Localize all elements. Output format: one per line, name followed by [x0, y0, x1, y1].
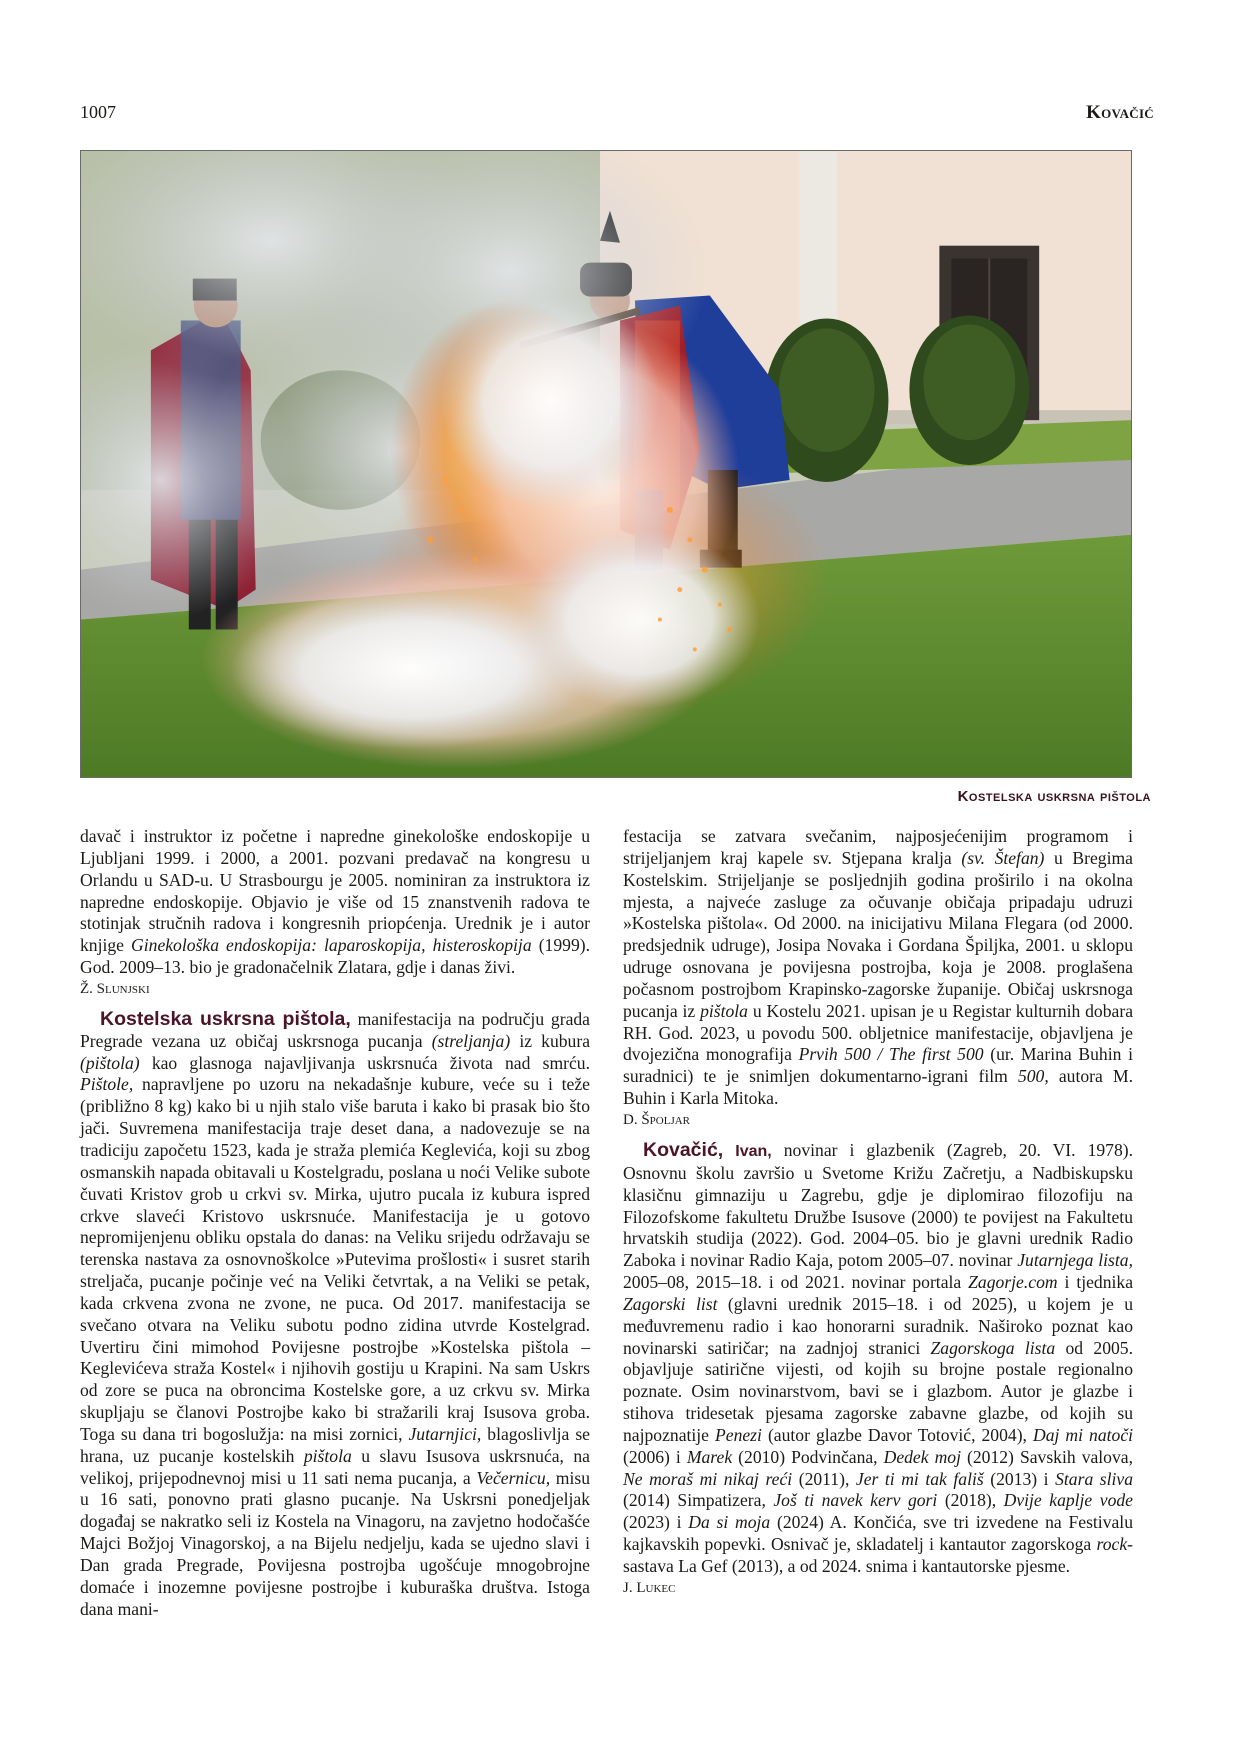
entry-author: D. Špoljar — [623, 1111, 691, 1128]
italic-run: Penezi — [715, 1424, 762, 1445]
text-run: novinar i glazbenik (Zagreb, 20. VI. 1978). Osnovnu školu završio u Svetome Križu Začretju, a Nadbiskupsku klasičnu gimnaziju u Zagrebu, gdje je diplomirao filozofiju na Filozofskome fakultetu Družbe Isusove (2000) te povijest na Fakultetu hrvatskih studija (2022). God. 2004–05. bio je glavni urednik Radio Zaboka i novinar Radio Kaja, potom 2005–07. novinar — [623, 1139, 1134, 1271]
text-run: davač i instruktor iz početne i napredne ginekološke endoskopije u Ljubljani 1999. i 2000, a 2001. pozvani predavač na kongresu u Orlandu u SAD-u. U Strasbourgu je 2005. nominiran za instruktora iz napredne endoskopije. Objavio je više od 15 znanstvenih radova te stotinjak stručnih radova i kongresnih priopćenja. Urednik je i autor knjige — [80, 826, 590, 956]
text-run: blagoslivlja se hrana, uz pucanje kostelskih — [80, 1423, 590, 1466]
italic-run: Zagorskoga lista — [930, 1337, 1056, 1358]
italic-run: Jutarnjega lista, — [1017, 1250, 1133, 1271]
headword: Kostelska uskrsna pištola, — [100, 1007, 351, 1030]
text-run: iz kubura — [510, 1030, 591, 1051]
italic-run: Daj mi natoči — [1033, 1424, 1134, 1445]
text-run: napravljene po uzoru na nekadašnje kubure, veće su i teže (približno 8 kg) kako bi u njih stalo više baruta i kako bi prasak bio što jači. Suvremena manifestacija traje deset dana, a nadovezuje se na tradiciju započetu 1523, kada je straža plemića Keglevića, koji su zbog osmanskih napada obitavali u Kostelgradu, poslana u noći Velike subote čuvati Kristov grob u crkvi sv. Mirka, ujutro pucala iz kubura ispred crkve slaveći Kristovo uskrsnuće. Manifestacija je u gotovo nepromijenjenu obliku opstala do danas: na Veliku srijedu održavaju se terenska nastava za osnovnoškolce »Putevima prošlosti« i susret starih streljača, pucanje počinje već na Veliki četvrtak, a na Veliki se petak, kada crkvena zvona ne zvone, ne puca. Od 2017. manifestacija se svečano otvara na Veliku subotu podno zidina utvrde Kostelgrad. Uvertiru čini mimohod Povijesne postrojbe »Kostelska pištola – Keglevićeva straža Kostel« i njihovih gostiju u Krapini. Na sam Uskrs od zore se puca na obroncima Kostelske gore, a uz crkvu sv. Mirka skupljaju se članovi Postrojbe kako bi stražarili kraj Isusova groba. Toga su dana tri bogoslužja: na misi zornici, — [80, 1074, 590, 1444]
right-column — [623, 826, 1133, 1608]
entry-kovacic-ivan — [623, 1140, 1133, 1598]
italic-run: Dedek moj — [883, 1446, 961, 1467]
text-run: i tjednika — [1057, 1272, 1134, 1293]
continuation-paragraph — [623, 826, 1133, 1110]
text-run: (2024) A. Končića, sve tri izvedene na Festivalu kajkavskih popevki. Osnivač je, skladatelj i kantautor zagorskoga — [623, 1512, 1133, 1555]
italic-run: Jutarnjici, — [408, 1423, 482, 1444]
text-run: (2010) Podvinčana, — [732, 1446, 884, 1467]
italic-run: Da si moja — [688, 1512, 771, 1533]
italic-run: Dvije kaplje vode — [1003, 1490, 1133, 1511]
text-run: kao glasnoga najavljivanja uskrsnuća života nad smrću. — [139, 1052, 590, 1073]
text-run: (2013) i — [983, 1468, 1056, 1489]
page-number: 1007 — [80, 102, 116, 122]
continuation-paragraph — [80, 826, 590, 979]
text-run: (2012) Savskih valova, — [960, 1446, 1133, 1467]
book-title: Ginekološka endoskopija: laparoskopija, histeroskopija — [131, 935, 532, 956]
italic-run: Zagorski list — [623, 1293, 718, 1314]
text-run: u slavu Isusova uskrsnuća, na velikoj, prijepodnevnoj misi u 11 sati nema pucanja, a — [80, 1445, 590, 1488]
italic-run: Večernicu, — [476, 1467, 551, 1488]
text-run: (2014) Simpatizera, — [623, 1490, 774, 1511]
text-run: -sastava La Gef (2013), a od 2024. snima i kantautorske pjesme. — [623, 1534, 1133, 1576]
text-run: (autor glazbe Davor Totović, 2004), — [761, 1424, 1033, 1445]
entry-author: J. Lukec — [623, 1579, 676, 1596]
italic-run: Stara sliva — [1055, 1468, 1134, 1489]
text-run: (2018), — [937, 1490, 1004, 1511]
italic-run: (streljanja) — [431, 1030, 511, 1051]
previous-entry-continuation — [80, 826, 590, 999]
text-run: (2023) i — [623, 1512, 689, 1533]
text-run: (1999). God. 2009–13. bio je gradonačelnik Zlatara, gdje i danas živi. — [80, 935, 590, 978]
text-run: od 2005. objavljuje satirične vijesti, od kojih su brojne postale regionalno poznate. Osim novinarstvom, bavi se i glazbom. Autor je glazbe i stihova tridesetak pjesama zagorske zabavne glazbe, od kojih su najpoznatije — [623, 1337, 1133, 1445]
italic-run: pištola — [303, 1445, 352, 1466]
italic-run: Jer ti mi tak fališ — [855, 1468, 984, 1489]
italic-run: Ne moraš mi nikaj reći — [623, 1468, 793, 1489]
italic-run: Još ti navek kerv gori — [773, 1490, 938, 1511]
left-column — [80, 826, 590, 1621]
entry-kostelska-uskrsna-pistola — [80, 1009, 590, 1621]
photo-caption: Kostelska uskrsna pištola — [957, 788, 1151, 805]
kostelska-continuation — [623, 826, 1133, 1130]
headword: Kovačić, — [643, 1138, 724, 1161]
entry-paragraph — [80, 1009, 590, 1621]
italic-run: Pištole, — [80, 1074, 134, 1095]
headword-given-name: Ivan, — [723, 1142, 772, 1160]
italic-run: Marek — [686, 1446, 733, 1467]
entry-author: Ž. Slunjski — [80, 980, 150, 997]
text-run: autora M. Buhin i Karla Mitoka. — [623, 1066, 1133, 1109]
text-run: (ur. Marina Buhin i suradnici) te je snimljen dokumentarno-igrani film — [623, 1044, 1133, 1087]
italic-run: rock — [1096, 1534, 1128, 1555]
italic-run: (sv. Štefan) — [961, 847, 1045, 868]
italic-run: Prvih 500 / The first 500 — [798, 1044, 984, 1065]
photo-illustration — [81, 151, 1131, 777]
text-run: manifestacija na području grada Pregrade vezana uz običaj uskrsnoga pucanja — [80, 1008, 590, 1051]
text-run: u Kostelu 2021. upisan je u Registar kulturnih dobara RH. God. 2023, u povodu 500. obljetnice manifestacije, objavljena je dvojezična monografija — [623, 1000, 1134, 1065]
text-run: (2011), — [792, 1468, 856, 1489]
text-run: (2006) i — [623, 1446, 687, 1467]
italic-run: (pištola) — [80, 1052, 140, 1073]
text-run: festacija se zatvara svečanim, najposjećenijim programom i strijeljanjem kraj kapele sv. Stjepana kralja — [623, 826, 1133, 868]
italic-run: Zagorje.com — [968, 1272, 1058, 1293]
italic-run: 500, — [1017, 1066, 1049, 1087]
text-run: misu u 16 sati, ponovno prati glasno pucanje. Na Uskrsni ponedjeljak događaj se nakratko seli iz Kostela na Vinagoru, na zavjetno hodočašće Majci Božjoj Vinagorskoj, a na Bijelu nedjelju, kada se ujedno slavi i Dan grada Pregrade, Povijesna postrojba ugošćuje mnogobrojne domaće i inozemne povijesne postrojbe i kuburaška društva. Istoga dana mani- — [80, 1467, 590, 1619]
text-run: u Bregima Kostelskim. Strijeljanje se posljednjih godina proširilo i na okolna mjesta, a najveće zasluge za očuvanje običaja pripadaju udruzi »Kostelska pištola«. Od 2000. na inicijativu Milana Flegara (od 2000. predsjednik udruge), Josipa Novaka i Gordana Špiljka, 2001. u sklopu udruge osnovana je povijesna postrojba, koja je 2008. proglašena počasnom postrojbom Krapinsko-zagorske županije. Običaj uskrsnoga pucanja iz — [623, 847, 1133, 1021]
text-run: (glavni urednik 2015–18. i od 2025), u kojem je u međuvremenu radio i kao honorarni suradnik. Naširoko poznat kao novinarski satiričar; na zadnjoj stranici — [623, 1293, 1134, 1358]
entry-paragraph — [623, 1140, 1133, 1578]
italic-run: pištola — [700, 1000, 748, 1021]
running-title: Kovačić — [1086, 102, 1154, 123]
photo-pistol-firing — [80, 150, 1132, 778]
text-run: 2005–08, 2015–18. i od 2021. novinar portala — [623, 1272, 969, 1293]
